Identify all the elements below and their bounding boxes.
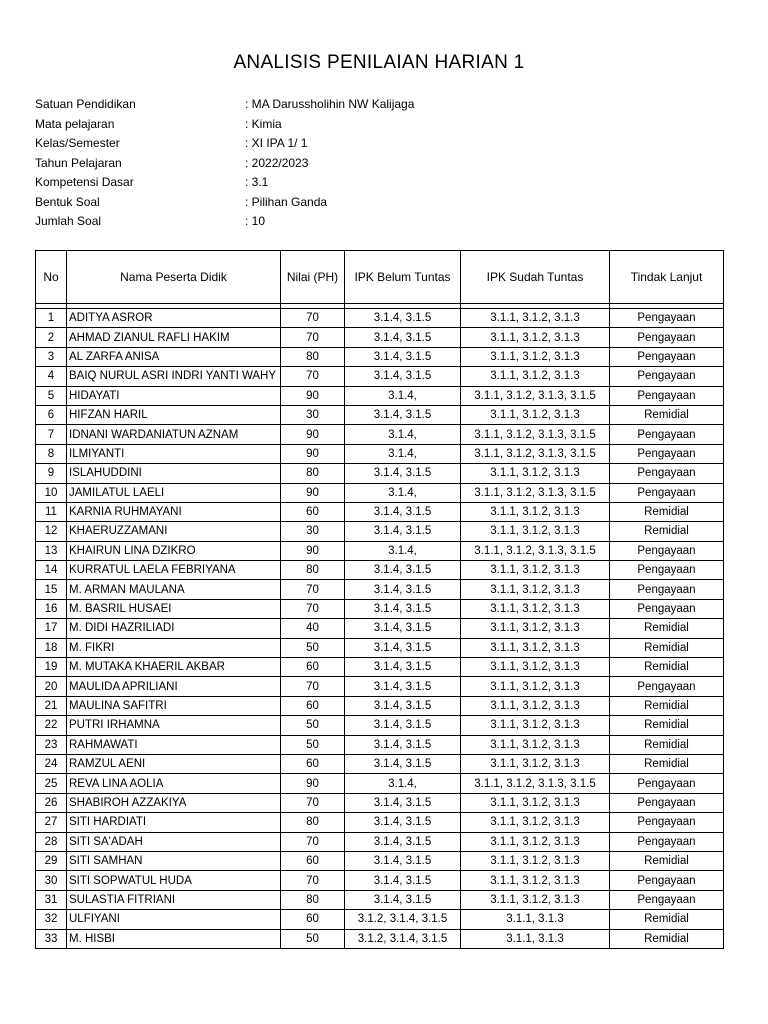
cell-tindak-lanjut: Pengayaan [610,309,724,328]
cell-ipk-belum-tuntas: 3.1.4, [345,425,461,444]
cell-nama: SITI SAMHAN [67,851,281,870]
cell-tindak-lanjut: Pengayaan [610,464,724,483]
cell-ipk-sudah-tuntas: 3.1.1, 3.1.2, 3.1.3 [461,832,610,851]
table-row [36,890,724,909]
cell-nama: MAULIDA APRILIANI [67,677,281,696]
cell-no: 24 [36,754,67,773]
cell-ipk-belum-tuntas: 3.1.4, [345,483,461,502]
cell-nilai: 80 [281,464,345,483]
cell-nilai: 60 [281,696,345,715]
cell-no: 1 [36,309,67,328]
cell-nilai: 40 [281,619,345,638]
cell-ipk-belum-tuntas: 3.1.4, 3.1.5 [345,580,461,599]
table-row [36,464,724,483]
cell-nama: M. HISBI [67,929,281,948]
cell-ipk-sudah-tuntas: 3.1.1, 3.1.2, 3.1.3 [461,851,610,870]
cell-nilai: 60 [281,658,345,677]
header-no: No [36,251,67,304]
cell-ipk-belum-tuntas: 3.1.4, 3.1.5 [345,696,461,715]
cell-nilai: 90 [281,444,345,463]
table-row [36,541,724,560]
cell-ipk-belum-tuntas: 3.1.4, 3.1.5 [345,813,461,832]
cell-ipk-sudah-tuntas: 3.1.1, 3.1.2, 3.1.3 [461,890,610,909]
cell-nilai: 60 [281,910,345,929]
table-row [36,813,724,832]
cell-nilai: 50 [281,716,345,735]
cell-nama: RAMZUL AENI [67,754,281,773]
cell-no: 13 [36,541,67,560]
info-row-jumlah-soal [35,212,414,232]
cell-ipk-sudah-tuntas: 3.1.1, 3.1.2, 3.1.3 [461,677,610,696]
cell-nilai: 70 [281,367,345,386]
info-row-mata-pelajaran [35,115,414,135]
info-label: Mata pelajaran [35,116,115,131]
cell-no: 14 [36,561,67,580]
table-header-row [36,251,724,304]
cell-no: 31 [36,890,67,909]
cell-nilai: 90 [281,541,345,560]
cell-no: 22 [36,716,67,735]
cell-no: 9 [36,464,67,483]
cell-nama: SHABIROH AZZAKIYA [67,793,281,812]
cell-no: 19 [36,658,67,677]
cell-nilai: 90 [281,425,345,444]
cell-tindak-lanjut: Pengayaan [610,386,724,405]
header-nama-peserta-didik: Nama Peserta Didik [67,251,281,304]
cell-tindak-lanjut: Pengayaan [610,367,724,386]
cell-nilai: 90 [281,774,345,793]
cell-nama: HIDAYATI [67,386,281,405]
table-row [36,502,724,521]
cell-ipk-sudah-tuntas: 3.1.1, 3.1.2, 3.1.3 [461,347,610,366]
cell-tindak-lanjut: Pengayaan [610,444,724,463]
cell-nilai: 50 [281,929,345,948]
table-row [36,599,724,618]
cell-ipk-sudah-tuntas: 3.1.1, 3.1.2, 3.1.3, 3.1.5 [461,425,610,444]
cell-tindak-lanjut: Remidial [610,716,724,735]
table-row [36,716,724,735]
cell-tindak-lanjut: Pengayaan [610,793,724,812]
cell-nilai: 80 [281,890,345,909]
cell-ipk-belum-tuntas: 3.1.4, 3.1.5 [345,619,461,638]
cell-tindak-lanjut: Pengayaan [610,483,724,502]
table-row [36,580,724,599]
table-row [36,735,724,754]
header-ipk-belum-tuntas: IPK Belum Tuntas [345,251,461,304]
cell-nilai: 70 [281,580,345,599]
cell-no: 5 [36,386,67,405]
cell-no: 2 [36,328,67,347]
cell-nama: M. FIKRI [67,638,281,657]
cell-ipk-sudah-tuntas: 3.1.1, 3.1.2, 3.1.3 [461,464,610,483]
cell-ipk-belum-tuntas: 3.1.4, 3.1.5 [345,716,461,735]
cell-nama: AHMAD ZIANUL RAFLI HAKIM [67,328,281,347]
info-row-tahun-pelajaran [35,154,414,174]
cell-ipk-sudah-tuntas: 3.1.1, 3.1.2, 3.1.3, 3.1.5 [461,483,610,502]
cell-no: 21 [36,696,67,715]
cell-nilai: 90 [281,386,345,405]
cell-ipk-belum-tuntas: 3.1.4, 3.1.5 [345,658,461,677]
cell-nama: SULASTIA FITRIANI [67,890,281,909]
cell-ipk-belum-tuntas: 3.1.4, [345,774,461,793]
cell-tindak-lanjut: Remidial [610,910,724,929]
cell-nama: AL ZARFA ANISA [67,347,281,366]
cell-ipk-sudah-tuntas: 3.1.1, 3.1.2, 3.1.3 [461,522,610,541]
cell-no: 23 [36,735,67,754]
cell-nilai: 70 [281,599,345,618]
cell-nama: ISLAHUDDINI [67,464,281,483]
cell-ipk-sudah-tuntas: 3.1.1, 3.1.2, 3.1.3 [461,580,610,599]
cell-tindak-lanjut: Pengayaan [610,677,724,696]
cell-ipk-sudah-tuntas: 3.1.1, 3.1.2, 3.1.3, 3.1.5 [461,774,610,793]
table-row [36,638,724,657]
info-label: Bentuk Soal [35,194,100,209]
info-value: : XI IPA 1/ 1 [245,136,308,150]
cell-ipk-belum-tuntas: 3.1.4, 3.1.5 [345,464,461,483]
info-value: : 3.1 [245,175,269,189]
cell-tindak-lanjut: Remidial [610,696,724,715]
cell-nama: BAIQ NURUL ASRI INDRI YANTI WAHY [67,367,281,386]
cell-no: 26 [36,793,67,812]
info-row-satuan-pendidikan [35,95,414,115]
document-info [35,95,414,232]
cell-nama: MAULINA SAFITRI [67,696,281,715]
table-row [36,425,724,444]
table-row [36,832,724,851]
cell-tindak-lanjut: Remidial [610,405,724,424]
cell-tindak-lanjut: Pengayaan [610,871,724,890]
cell-nilai: 80 [281,347,345,366]
cell-ipk-belum-tuntas: 3.1.4, 3.1.5 [345,793,461,812]
cell-tindak-lanjut: Pengayaan [610,774,724,793]
cell-no: 16 [36,599,67,618]
cell-ipk-belum-tuntas: 3.1.4, 3.1.5 [345,405,461,424]
cell-ipk-sudah-tuntas: 3.1.1, 3.1.2, 3.1.3 [461,502,610,521]
cell-no: 17 [36,619,67,638]
cell-ipk-belum-tuntas: 3.1.2, 3.1.4, 3.1.5 [345,929,461,948]
cell-nilai: 60 [281,851,345,870]
cell-no: 10 [36,483,67,502]
cell-no: 32 [36,910,67,929]
table-row [36,793,724,812]
info-row-kelas-semester [35,134,414,154]
cell-nilai: 50 [281,638,345,657]
cell-tindak-lanjut: Remidial [610,522,724,541]
cell-tindak-lanjut: Remidial [610,502,724,521]
table-row [36,851,724,870]
cell-tindak-lanjut: Pengayaan [610,813,724,832]
cell-nilai: 80 [281,813,345,832]
table-row [36,910,724,929]
table-row [36,871,724,890]
cell-tindak-lanjut: Remidial [610,658,724,677]
table-row [36,367,724,386]
cell-ipk-belum-tuntas: 3.1.4, [345,444,461,463]
info-value: : MA Darussholihin NW Kalijaga [245,97,415,111]
cell-no: 4 [36,367,67,386]
table-row [36,386,724,405]
cell-nilai: 70 [281,677,345,696]
cell-ipk-sudah-tuntas: 3.1.1, 3.1.2, 3.1.3 [461,716,610,735]
cell-ipk-belum-tuntas: 3.1.4, 3.1.5 [345,522,461,541]
cell-ipk-sudah-tuntas: 3.1.1, 3.1.2, 3.1.3, 3.1.5 [461,444,610,463]
cell-ipk-sudah-tuntas: 3.1.1, 3.1.2, 3.1.3 [461,328,610,347]
info-label: Satuan Pendidikan [35,97,136,111]
table-row [36,774,724,793]
cell-ipk-belum-tuntas: 3.1.4, 3.1.5 [345,561,461,580]
cell-nilai: 70 [281,309,345,328]
table-row [36,328,724,347]
cell-ipk-sudah-tuntas: 3.1.1, 3.1.2, 3.1.3 [461,619,610,638]
cell-nama: IDNANI WARDANIATUN AZNAM [67,425,281,444]
cell-nama: SITI SA'ADAH [67,832,281,851]
info-label: Kelas/Semester [35,136,120,150]
cell-no: 7 [36,425,67,444]
table-row [36,619,724,638]
cell-tindak-lanjut: Pengayaan [610,425,724,444]
table-row [36,347,724,366]
cell-tindak-lanjut: Pengayaan [610,328,724,347]
cell-ipk-sudah-tuntas: 3.1.1, 3.1.2, 3.1.3 [461,793,610,812]
cell-tindak-lanjut: Pengayaan [610,832,724,851]
cell-ipk-belum-tuntas: 3.1.4, [345,541,461,560]
cell-tindak-lanjut: Pengayaan [610,561,724,580]
cell-nilai: 70 [281,871,345,890]
cell-nama: KURRATUL LAELA FEBRIYANA [67,561,281,580]
cell-nilai: 70 [281,793,345,812]
table-row [36,444,724,463]
cell-ipk-belum-tuntas: 3.1.2, 3.1.4, 3.1.5 [345,910,461,929]
cell-ipk-belum-tuntas: 3.1.4, 3.1.5 [345,677,461,696]
cell-ipk-belum-tuntas: 3.1.4, 3.1.5 [345,735,461,754]
cell-ipk-sudah-tuntas: 3.1.1, 3.1.2, 3.1.3 [461,696,610,715]
cell-nilai: 70 [281,832,345,851]
table-row [36,754,724,773]
cell-ipk-sudah-tuntas: 3.1.1, 3.1.2, 3.1.3 [461,599,610,618]
cell-ipk-belum-tuntas: 3.1.4, 3.1.5 [345,851,461,870]
table-row [36,658,724,677]
cell-nama: M. DIDI HAZRILIADI [67,619,281,638]
info-label: Tahun Pelajaran [35,155,122,170]
cell-no: 11 [36,502,67,521]
cell-ipk-sudah-tuntas: 3.1.1, 3.1.2, 3.1.3 [461,367,610,386]
cell-no: 30 [36,871,67,890]
cell-no: 25 [36,774,67,793]
cell-ipk-sudah-tuntas: 3.1.1, 3.1.2, 3.1.3 [461,871,610,890]
cell-nama: M. MUTAKA KHAERIL AKBAR [67,658,281,677]
info-value: : Kimia [245,116,282,131]
cell-ipk-sudah-tuntas: 3.1.1, 3.1.2, 3.1.3 [461,405,610,424]
cell-ipk-belum-tuntas: 3.1.4, 3.1.5 [345,871,461,890]
cell-nilai: 60 [281,754,345,773]
info-label: Kompetensi Dasar [35,175,134,189]
cell-nama: PUTRI IRHAMNA [67,716,281,735]
cell-no: 33 [36,929,67,948]
cell-nama: REVA LINA AOLIA [67,774,281,793]
cell-ipk-belum-tuntas: 3.1.4, 3.1.5 [345,328,461,347]
cell-nama: KARNIA RUHMAYANI [67,502,281,521]
cell-no: 6 [36,405,67,424]
cell-ipk-sudah-tuntas: 3.1.1, 3.1.2, 3.1.3, 3.1.5 [461,386,610,405]
cell-ipk-belum-tuntas: 3.1.4, 3.1.5 [345,599,461,618]
cell-tindak-lanjut: Remidial [610,929,724,948]
cell-no: 27 [36,813,67,832]
cell-no: 15 [36,580,67,599]
cell-nama: M. ARMAN MAULANA [67,580,281,599]
cell-nilai: 30 [281,405,345,424]
cell-nama: RAHMAWATI [67,735,281,754]
cell-tindak-lanjut: Remidial [610,638,724,657]
table-row [36,522,724,541]
cell-nama: KHAERUZZAMANI [67,522,281,541]
header-ipk-sudah-tuntas: IPK Sudah Tuntas [461,251,610,304]
cell-ipk-belum-tuntas: 3.1.4, [345,386,461,405]
info-label: Jumlah Soal [35,214,102,228]
cell-no: 29 [36,851,67,870]
table-row [36,677,724,696]
cell-ipk-belum-tuntas: 3.1.4, 3.1.5 [345,890,461,909]
header-nilai: Nilai (PH) [281,251,345,304]
cell-ipk-sudah-tuntas: 3.1.1, 3.1.2, 3.1.3 [461,638,610,657]
table-row [36,929,724,948]
table-body [36,304,724,949]
cell-ipk-belum-tuntas: 3.1.4, 3.1.5 [345,638,461,657]
cell-ipk-belum-tuntas: 3.1.4, 3.1.5 [345,367,461,386]
cell-tindak-lanjut: Remidial [610,619,724,638]
cell-ipk-belum-tuntas: 3.1.4, 3.1.5 [345,502,461,521]
cell-tindak-lanjut: Remidial [610,754,724,773]
cell-nilai: 80 [281,561,345,580]
cell-nama: ILMIYANTI [67,444,281,463]
cell-nama: HIFZAN HARIL [67,405,281,424]
info-value: : 2022/2023 [245,155,309,170]
cell-tindak-lanjut: Pengayaan [610,541,724,560]
cell-nama: ADITYA ASROR [67,309,281,328]
table-row [36,561,724,580]
page-title: ANALISIS PENILAIAN HARIAN 1 [233,52,525,73]
info-value: : Pilihan Ganda [245,194,328,209]
cell-no: 18 [36,638,67,657]
cell-nilai: 60 [281,502,345,521]
cell-nama: ULFIYANI [67,910,281,929]
cell-ipk-belum-tuntas: 3.1.4, 3.1.5 [345,309,461,328]
cell-nama: SITI SOPWATUL HUDA [67,871,281,890]
cell-no: 3 [36,347,67,366]
cell-tindak-lanjut: Pengayaan [610,890,724,909]
info-row-kompetensi-dasar [35,173,414,193]
cell-ipk-belum-tuntas: 3.1.4, 3.1.5 [345,347,461,366]
cell-no: 28 [36,832,67,851]
cell-nilai: 50 [281,735,345,754]
table-row [36,696,724,715]
info-row-bentuk-soal [35,193,414,213]
cell-nilai: 90 [281,483,345,502]
cell-ipk-sudah-tuntas: 3.1.1, 3.1.2, 3.1.3 [461,813,610,832]
header-tindak-lanjut: Tindak Lanjut [610,251,724,304]
cell-tindak-lanjut: Remidial [610,735,724,754]
cell-tindak-lanjut: Pengayaan [610,347,724,366]
cell-nama: SITI HARDIATI [67,813,281,832]
cell-ipk-belum-tuntas: 3.1.4, 3.1.5 [345,832,461,851]
cell-nilai: 70 [281,328,345,347]
cell-tindak-lanjut: Pengayaan [610,580,724,599]
table-row [36,309,724,328]
cell-ipk-sudah-tuntas: 3.1.1, 3.1.2, 3.1.3 [461,658,610,677]
cell-no: 8 [36,444,67,463]
cell-ipk-sudah-tuntas: 3.1.1, 3.1.3 [461,910,610,929]
cell-tindak-lanjut: Remidial [610,851,724,870]
cell-ipk-belum-tuntas: 3.1.4, 3.1.5 [345,754,461,773]
table-row [36,483,724,502]
cell-nama: JAMILATUL LAELI [67,483,281,502]
cell-no: 12 [36,522,67,541]
cell-nama: KHAIRUN LINA DZIKRO [67,541,281,560]
cell-ipk-sudah-tuntas: 3.1.1, 3.1.2, 3.1.3, 3.1.5 [461,541,610,560]
cell-nama: M. BASRIL HUSAEI [67,599,281,618]
cell-tindak-lanjut: Pengayaan [610,599,724,618]
analysis-table [35,250,724,949]
cell-no: 20 [36,677,67,696]
info-value: : 10 [245,214,266,228]
cell-ipk-sudah-tuntas: 3.1.1, 3.1.2, 3.1.3 [461,309,610,328]
cell-ipk-sudah-tuntas: 3.1.1, 3.1.2, 3.1.3 [461,561,610,580]
cell-ipk-sudah-tuntas: 3.1.1, 3.1.3 [461,929,610,948]
cell-ipk-sudah-tuntas: 3.1.1, 3.1.2, 3.1.3 [461,754,610,773]
cell-nilai: 30 [281,522,345,541]
table-row [36,405,724,424]
cell-ipk-sudah-tuntas: 3.1.1, 3.1.2, 3.1.3 [461,735,610,754]
